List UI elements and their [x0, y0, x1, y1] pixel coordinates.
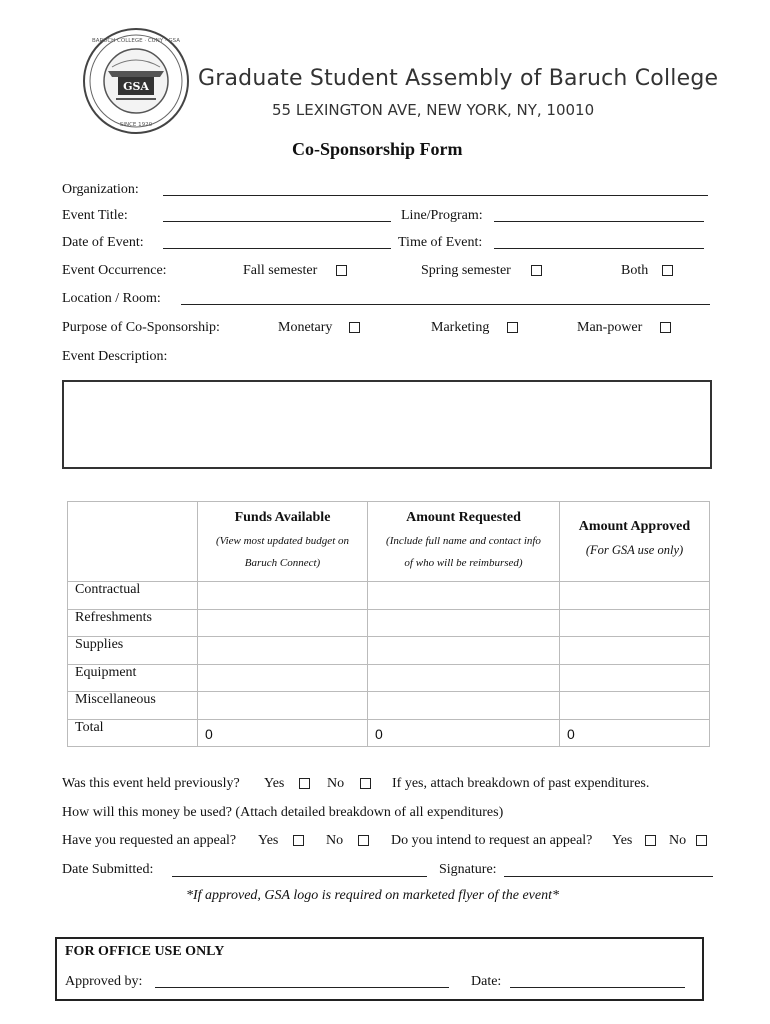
total-amount-approved[interactable]: 0: [560, 719, 710, 747]
both-checkbox[interactable]: [662, 264, 673, 280]
spring-semester-checkbox[interactable]: [531, 264, 542, 280]
location-label: Location / Room:: [62, 291, 161, 306]
office-use-heading: FOR OFFICE USE ONLY: [65, 944, 225, 959]
org-name: Graduate Student Assembly of Baruch College: [198, 66, 719, 91]
approved-by-label: Approved by:: [65, 974, 143, 989]
held-previously-label: Was this event held previously?: [62, 776, 240, 791]
cell-amount-approved[interactable]: [560, 609, 710, 637]
purpose-label: Purpose of Co-Sponsorship:: [62, 320, 220, 335]
date-of-event-field[interactable]: [163, 248, 391, 249]
row-label-equipment: Equipment: [68, 664, 198, 692]
line-program-label: Line/Program:: [401, 208, 483, 223]
cell-funds-available[interactable]: [198, 692, 368, 720]
signature-field[interactable]: [504, 876, 713, 877]
held-no-checkbox[interactable]: [360, 777, 371, 793]
intend-no-checkbox[interactable]: [696, 834, 707, 850]
event-description-label: Event Description:: [62, 349, 168, 364]
appeal-no-checkbox[interactable]: [358, 834, 369, 850]
svg-text:BARUCH COLLEGE · CUNY · GSA: BARUCH COLLEGE · CUNY · GSA: [91, 38, 181, 44]
manpower-checkbox[interactable]: [660, 321, 671, 337]
form-title: Co-Sponsorship Form: [292, 139, 463, 159]
manpower-label: Man-power: [577, 320, 643, 335]
org-address: 55 LEXINGTON AVE, NEW YORK, NY, 10010: [272, 101, 595, 119]
location-field[interactable]: [181, 304, 710, 305]
both-label: Both: [621, 263, 649, 278]
intend-no-label: No: [669, 833, 687, 848]
table-row: [68, 609, 710, 637]
budget-table: [67, 501, 710, 747]
intend-appeal-label: Do you intend to request an appeal?: [391, 833, 593, 848]
cell-amount-approved[interactable]: [560, 692, 710, 720]
date-submitted-field[interactable]: [172, 876, 427, 877]
cell-amount-requested[interactable]: [368, 637, 560, 665]
office-date-label: Date:: [471, 974, 502, 989]
svg-text:GSA: GSA: [123, 80, 149, 93]
cell-funds-available[interactable]: [198, 664, 368, 692]
held-yes-checkbox[interactable]: [299, 777, 310, 793]
logo-notice: *If approved, GSA logo is required on marketed flyer of the event*: [186, 888, 559, 903]
fall-semester-label: Fall semester: [243, 263, 318, 278]
event-description-field[interactable]: [62, 380, 712, 469]
event-title-label: Event Title:: [62, 208, 128, 223]
cell-amount-requested[interactable]: [368, 664, 560, 692]
monetary-label: Monetary: [278, 320, 333, 335]
table-header-row: [68, 502, 710, 582]
held-yes-label: Yes: [264, 776, 285, 791]
signature-label: Signature:: [439, 862, 497, 877]
table-row: [68, 582, 710, 610]
appeal-no-label: No: [326, 833, 344, 848]
cell-funds-available[interactable]: [198, 637, 368, 665]
office-date-field[interactable]: [510, 987, 685, 988]
gsa-seal-logo: [82, 27, 190, 135]
cell-amount-requested[interactable]: [368, 609, 560, 637]
row-label-contractual: Contractual: [68, 582, 198, 610]
cell-funds-available[interactable]: [198, 582, 368, 610]
how-used-label: How will this money be used? (Attach detailed breakdown of all expenditures): [62, 805, 504, 820]
appeal-yes-label: Yes: [258, 833, 279, 848]
table-row: [68, 637, 710, 665]
intend-yes-label: Yes: [612, 833, 633, 848]
date-of-event-label: Date of Event:: [62, 235, 144, 250]
organization-label: Organization:: [62, 182, 139, 197]
time-of-event-field[interactable]: [494, 248, 704, 249]
row-label-total: Total: [68, 719, 198, 747]
if-yes-note: If yes, attach breakdown of past expenditures.: [392, 776, 650, 791]
event-title-field[interactable]: [163, 221, 391, 222]
row-label-refreshments: Refreshments: [68, 609, 198, 637]
event-occurrence-label: Event Occurrence:: [62, 263, 167, 278]
line-program-field[interactable]: [494, 221, 704, 222]
spring-semester-label: Spring semester: [421, 263, 511, 278]
cell-amount-requested[interactable]: [368, 692, 560, 720]
amount-approved-header: Amount Approved (For GSA use only): [560, 502, 710, 582]
cell-amount-approved[interactable]: [560, 582, 710, 610]
amount-requested-header: Amount Requested (Include full name and contact info of who will be reimbursed): [368, 502, 560, 582]
date-submitted-label: Date Submitted:: [62, 862, 154, 877]
intend-yes-checkbox[interactable]: [645, 834, 656, 850]
table-row: [68, 664, 710, 692]
cell-amount-requested[interactable]: [368, 582, 560, 610]
held-no-label: No: [327, 776, 345, 791]
row-label-miscellaneous: Miscellaneous: [68, 692, 198, 720]
marketing-label: Marketing: [431, 320, 490, 335]
cell-funds-available[interactable]: [198, 609, 368, 637]
table-row: [68, 692, 710, 720]
cell-amount-approved[interactable]: [560, 664, 710, 692]
total-amount-requested[interactable]: 0: [368, 719, 560, 747]
organization-field[interactable]: [163, 195, 708, 196]
fall-semester-checkbox[interactable]: [336, 264, 347, 280]
marketing-checkbox[interactable]: [507, 321, 518, 337]
requested-appeal-label: Have you requested an appeal?: [62, 833, 237, 848]
approved-by-field[interactable]: [155, 987, 449, 988]
table-header-empty: [68, 502, 198, 582]
funds-available-header: Funds Available (View most updated budget on Baruch Connect): [198, 502, 368, 582]
cell-amount-approved[interactable]: [560, 637, 710, 665]
svg-text:SINCE 1920: SINCE 1920: [119, 122, 153, 128]
monetary-checkbox[interactable]: [349, 321, 360, 337]
appeal-yes-checkbox[interactable]: [293, 834, 304, 850]
time-of-event-label: Time of Event:: [398, 235, 483, 250]
table-row-total: [68, 719, 710, 747]
total-funds-available[interactable]: 0: [198, 719, 368, 747]
row-label-supplies: Supplies: [68, 637, 198, 665]
